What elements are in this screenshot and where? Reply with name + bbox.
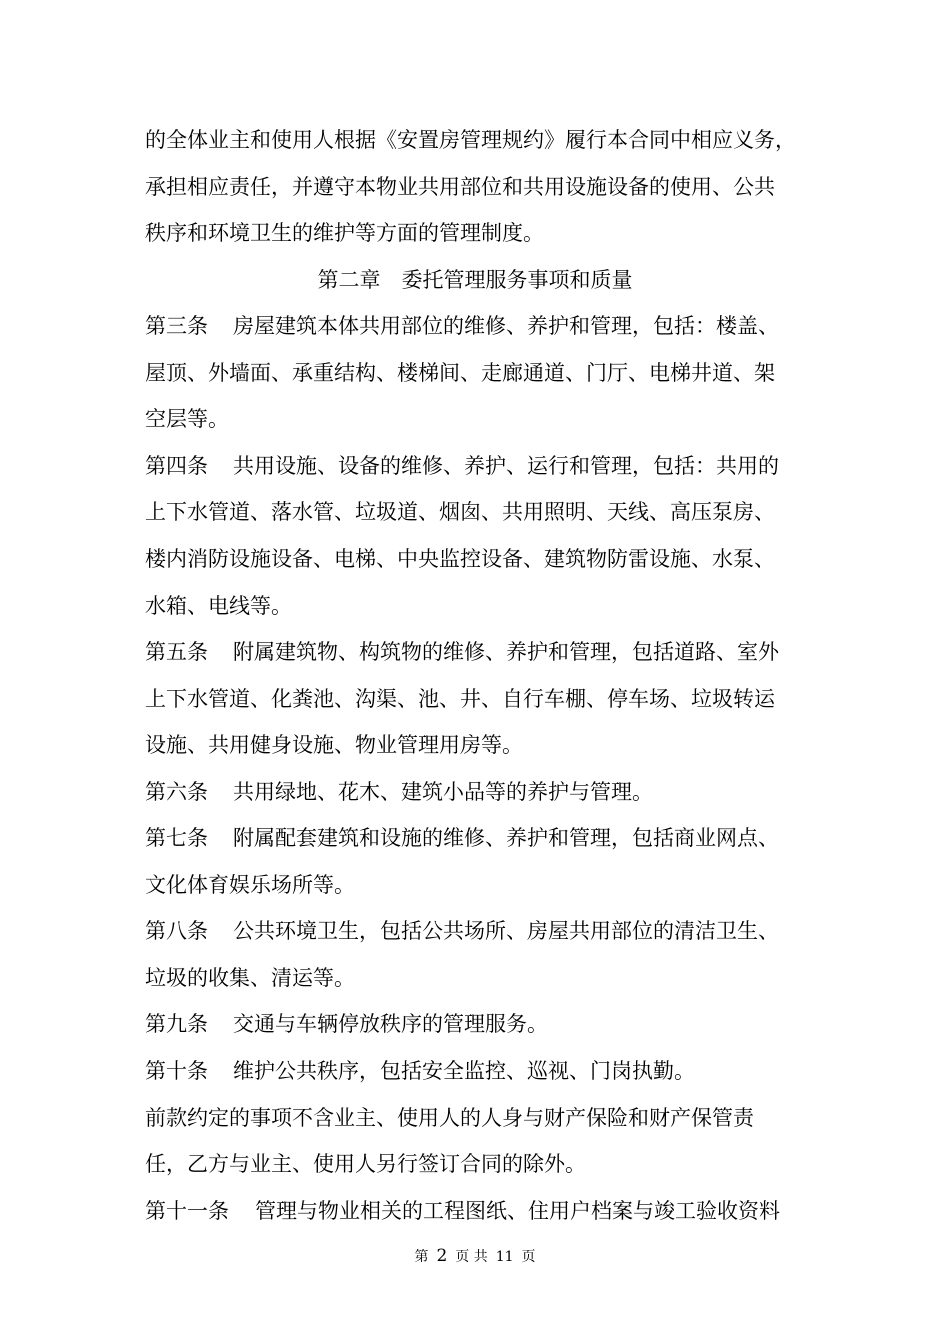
line-text: 附属配套建筑和设施的维修、养护和管理，包括商业网点、 [233,826,779,851]
text-line [145,823,815,853]
text-line [145,358,815,388]
line-text: 楼内消防设施设备、电梯、中央监控设备、建筑物防雷设施、水泵、 [145,546,775,571]
text-line [145,730,815,760]
text-line [145,777,815,807]
text-line [145,404,815,434]
article-number: 第十一条 [145,1198,229,1223]
text-line [145,544,815,574]
line-text: 管理与物业相关的工程图纸、住用户档案与竣工验收资料 [255,1198,780,1223]
line-text: 承担相应责任，并遵守本物业共用部位和共用设施设备的使用、公共 [145,174,775,199]
text-line [145,591,815,621]
line-text: 的全体业主和使用人根据《安置房管理规约》履行本合同中相应义务， [145,128,796,152]
text-line [145,1056,815,1086]
line-text: 附属建筑物、构筑物的维修、养护和管理，包括道路、室外 [233,640,779,665]
text-line [145,637,815,667]
page-footer [0,1246,950,1267]
footer-prefix: 第 [414,1249,429,1265]
text-line [145,870,815,900]
line-text: 上下水管道、化粪池、沟渠、池、井、自行车棚、停车场、垃圾转运 [145,686,775,711]
line-text: 交通与车辆停放秩序的管理服务。 [233,1012,548,1037]
article-number: 第六条 [145,779,208,804]
line-text: 房屋建筑本体共用部位的维修、养护和管理，包括：楼盖、 [233,314,779,339]
line-text: 维护公共秩序，包括安全监控、巡视、门岗执勤。 [233,1059,695,1083]
text-line [145,125,815,155]
article-number: 第五条 [145,640,208,665]
text-line [145,311,815,341]
text-line [145,1149,815,1179]
line-text: 公共环境卫生，包括公共场所、房屋共用部位的清洁卫生、 [233,919,779,944]
line-text: 上下水管道、落水管、垃圾道、烟囱、共用照明、天线、高压泵房、 [145,500,775,525]
text-line [145,916,815,946]
line-text: 文化体育娱乐场所等。 [145,872,355,897]
line-text: 任，乙方与业主、使用人另行签订合同的除外。 [145,1152,586,1177]
line-text: 垃圾的收集、清运等。 [145,965,355,990]
footer-middle: 页 共 [455,1249,488,1265]
article-number: 第四条 [145,453,208,478]
line-text: 共用绿地、花木、建筑小品等的养护与管理。 [233,779,653,804]
article-number: 第八条 [145,919,208,944]
total-page-count: 11 [495,1249,514,1265]
line-text: 水箱、电线等。 [145,593,292,618]
line-text: 秩序和环境卫生的维护等方面的管理制度。 [145,221,544,246]
article-number: 第七条 [145,826,208,851]
footer-suffix: 页 [521,1249,536,1265]
article-number: 第十条 [145,1059,208,1083]
article-number: 第九条 [145,1012,208,1037]
chapter-heading: 第二章 委托管理服务事项和质量 [317,267,633,292]
text-line [145,218,815,248]
text-line [145,1196,815,1226]
text-line [145,451,815,481]
text-line [145,172,815,202]
text-line [145,684,815,714]
line-text: 空层等。 [145,407,229,432]
text-line [145,1103,815,1133]
article-number: 第三条 [145,314,208,339]
line-text: 前款约定的事项不含业主、使用人的人身与财产保险和财产保管责 [145,1105,754,1130]
text-line [145,963,815,993]
line-text: 屋顶、外墙面、承重结构、楼梯间、走廊通道、门厅、电梯井道、架 [145,360,775,385]
text-line [145,1009,815,1039]
line-text: 设施、共用健身设施、物业管理用房等。 [145,733,523,758]
line-text: 共用设施、设备的维修、养护、运行和管理，包括：共用的 [233,453,779,478]
current-page-number: 2 [436,1246,448,1266]
text-line [145,497,815,527]
